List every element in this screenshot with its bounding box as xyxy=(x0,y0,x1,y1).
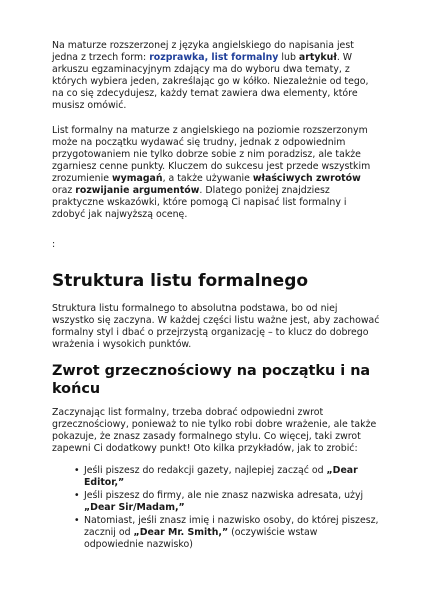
bullet-icon: • xyxy=(74,490,80,501)
item-text: Jeśli piszesz do redakcji gazety, najlepiej zacząć od xyxy=(84,465,327,476)
intro-text: Na maturze rozszerzonej z języka angielskiego do napisania jest jedna z trzech form: xyxy=(52,40,354,63)
bullet-icon: • xyxy=(74,465,80,476)
bold-zwrotow: właściwych zwrotów xyxy=(252,173,361,184)
item-phrase: „Dear Mr. Smith,” xyxy=(133,527,229,538)
intro-text: List formalny na maturze z angielskiego na poziomie rozszerzonym może na początku wydawać się trudny, jednak z odpowiednim przygotowaniem nie tylko dobrze sobie z nim poradzisz, ale także zgarniesz cenne punkty. Kluczem do sukcesu jest przede wszystkim zrozumienie xyxy=(52,125,371,184)
link-list-formalny[interactable]: list formalny xyxy=(211,52,279,63)
item-phrase: „Dear Editor,” xyxy=(84,465,358,488)
intro-text: oraz xyxy=(52,185,76,196)
item-phrase: „Dear Sir/Madam,” xyxy=(84,502,185,513)
list-item xyxy=(74,465,380,489)
intro-text: , a także używanie xyxy=(162,173,253,184)
list-item xyxy=(74,490,380,514)
examples-list xyxy=(52,465,380,551)
intro-text: . Dlatego poniżej znajdziesz praktyczne wskazówki, które pomogą Ci napisać list formalny i zdobyć jak najwyższą ocenę. xyxy=(52,185,347,220)
section-paragraph-zwrot: Zaczynając list formalny, trzeba dobrać odpowiedni zwrot grzecznościowy, ponieważ to nie tylko robi dobre wrażenie, ale także pokazuje, że znasz zasady formalnego stylu. Co więcej, taki zwrot zapewni Ci dodatkowy punkt! Oto kilka przykładów, jak to zrobić: xyxy=(52,407,377,454)
item-text: Jeśli piszesz do firmy, ale nie znasz nazwiska adresata, użyj xyxy=(84,490,364,501)
intro-paragraph-2 xyxy=(52,125,380,221)
bold-artykul: artykuł xyxy=(298,52,337,63)
intro-text: . W arkuszu egzaminacyjnym zdający ma do wyboru dwa tematy, z których wybiera jeden, zakreślając go w kółko. Niezależnie od tego, na co się zdecydujesz, każdy temat zawiera dwa elementy, które musisz omówić. xyxy=(52,52,369,111)
intro-text: lub xyxy=(278,52,299,63)
link-rozprawka[interactable]: rozprawka xyxy=(149,52,205,63)
item-text: Natomiast, jeśli znasz imię i nazwisko osoby, do której piszesz, zacznij od xyxy=(84,515,379,538)
bullet-icon: • xyxy=(74,515,80,526)
bold-wymagan: wymagań xyxy=(111,173,163,184)
intro-paragraph-1 xyxy=(52,40,380,112)
bold-argumentow: rozwijanie argumentów xyxy=(75,185,200,196)
section-paragraph-struktura: Struktura listu formalnego to absolutna podstawa, bo od niej wszystko się zaczyna. W każdej części listu ważne jest, aby zachować formalny styl i dbać o przejrzystą organizację – to klucz do dobrego wrażenia i wysokich punktów. xyxy=(52,303,380,350)
link-separator[interactable]: , xyxy=(204,52,212,63)
section-heading-zwrot: Zwrot grzecznościowy na początku i na końcu xyxy=(52,363,371,397)
stray-colon: : xyxy=(52,239,56,250)
list-item xyxy=(74,515,380,551)
section-heading-struktura: Struktura listu formalnego xyxy=(52,271,309,291)
item-text: (oczywiście wstaw odpowiednie nazwisko) xyxy=(84,527,318,550)
